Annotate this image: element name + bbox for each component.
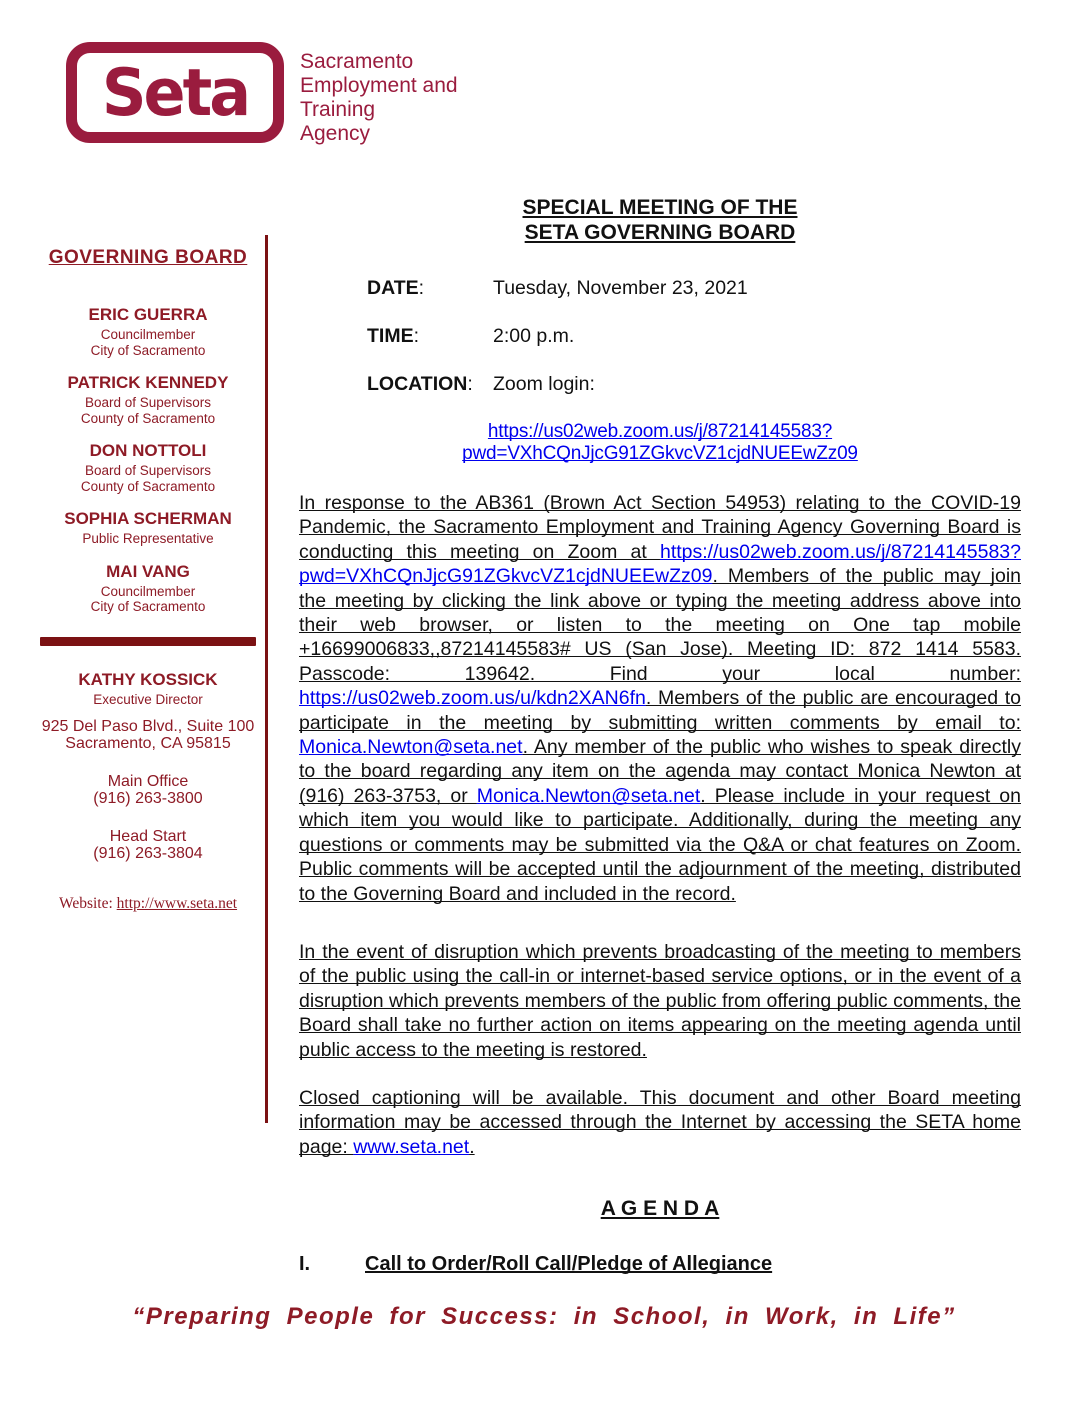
inline-link[interactable]: https://us02web.zoom.us/j/87214145583?pwd=VXhCQnJjcG91ZGkvcVZ1cjdNUEEwZz09 — [299, 540, 1021, 588]
member-name: MAI VANG — [106, 561, 190, 581]
vertical-rule — [265, 235, 268, 1123]
board-member — [40, 441, 256, 494]
address-line: 925 Del Paso Blvd., Suite 100 — [41, 717, 255, 735]
seta-logo — [66, 42, 284, 143]
document-title-line2: SETA GOVERNING BOARD — [524, 221, 796, 244]
text-run: In the event of disruption which prevents broadcasting of the meeting to members of the public using the call-in or internet-based service options, or in the event of a disruption which prevents members of the public from offering public comments, the Board shall take no further action on items appearing on the meeting agenda until public access to the meeting is restored. — [299, 940, 1021, 1061]
contact-phone: (916) 263-3804 — [93, 845, 203, 862]
notice-paragraph-zoom-participation — [299, 491, 1021, 906]
document-title — [299, 195, 1021, 245]
inline-link[interactable]: Monica.Newton@seta.net — [476, 784, 701, 807]
location-row — [299, 373, 1021, 396]
agenda-item-title: Call to Order/Roll Call/Pledge of Allegiance — [365, 1253, 773, 1276]
label-colon: : — [413, 325, 420, 347]
document-title-line1: SPECIAL MEETING OF THE — [522, 196, 798, 219]
date-value: Tuesday, November 23, 2021 — [493, 277, 748, 299]
website-link[interactable]: http://www.seta.net — [116, 894, 238, 912]
director-name: KATHY KOSSICK — [78, 669, 218, 689]
time-value: 2:00 p.m. — [493, 325, 575, 347]
org-name-line: Training — [300, 98, 376, 121]
board-member — [40, 305, 256, 358]
contact-label: Main Office — [107, 772, 189, 790]
time-label: TIME — [367, 325, 414, 347]
agenda-item-1 — [299, 1253, 1021, 1276]
member-role: Board of Supervisors — [84, 463, 212, 478]
org-name — [300, 50, 458, 146]
board-member — [40, 562, 256, 615]
label-colon: : — [467, 373, 473, 395]
contact-main-office — [40, 773, 256, 808]
motto-footer: “Preparing People for Success: in School, in Work, in Life” — [132, 1303, 956, 1330]
location-value: Zoom login: — [493, 373, 595, 395]
sidebar-heading: GOVERNING BOARD — [48, 247, 248, 268]
meeting-info — [299, 277, 1021, 396]
member-role: County of Sacramento — [80, 478, 216, 494]
board-member — [40, 509, 256, 547]
member-name: SOPHIA SCHERMAN — [64, 509, 232, 528]
address-line: Sacramento, CA 95815 — [65, 735, 231, 752]
website-line — [40, 895, 256, 913]
zoom-login-link[interactable]: https://us02web.zoom.us/j/87214145583?pwd=VXhCQnJjcG91ZGkvcVZ1cjdNUEEwZz09 — [462, 421, 858, 464]
seta-logo-word: Seta — [101, 53, 249, 131]
agenda-heading: A G E N D A — [600, 1197, 720, 1221]
office-address — [40, 718, 256, 753]
org-name-line: Agency — [300, 122, 371, 145]
inline-link[interactable]: www.seta.net — [353, 1135, 470, 1158]
org-name-line: Employment and — [300, 74, 458, 97]
member-role: City of Sacramento — [90, 599, 206, 614]
member-name: DON NOTTOLI — [89, 441, 207, 460]
agenda-item-number: I. — [299, 1253, 311, 1276]
date-row — [299, 277, 1021, 300]
contact-phone: (916) 263-3800 — [93, 790, 203, 807]
member-name: PATRICK KENNEDY — [67, 373, 229, 392]
zoom-login-link-line — [299, 421, 1021, 465]
text-run: . — [469, 1135, 475, 1158]
label-colon: : — [418, 277, 425, 299]
text-run: . Any member of the public who wishes to speak directly to the board regarding any item on the agenda may contact Monica Newton at (916) 263-3753, or — [299, 736, 1021, 807]
member-role: County of Sacramento — [80, 410, 216, 426]
member-role: Councilmember — [100, 583, 196, 599]
board-member — [40, 373, 256, 426]
main-content — [299, 195, 1021, 1276]
text-run: . Please include in your request on which item you would like to participate. Additionally, during the meeting any questions or comments may be submitted via the Q&A or chat features on Zoom. Public comments will be accepted until the adjournment of the meeting, distributed to the Governing Board and included in the record. — [299, 784, 1021, 905]
contact-head-start — [40, 828, 256, 863]
notice-paragraph-captioning — [299, 1086, 1021, 1159]
text-run: . Members of the public are encouraged to participate in the meeting by submitting written comments by email to: — [299, 687, 1021, 734]
member-role: Board of Supervisors — [84, 395, 212, 410]
governing-board-sidebar — [40, 247, 256, 913]
time-row — [299, 325, 1021, 348]
text-run: In response to the AB361 (Brown Act Section 54953) relating to the COVID-19 Pandemic, the Sacramento Employment and Training Agency Governing Board is conducting this meeting on Zoom at — [299, 492, 1021, 563]
text-run: Closed captioning will be available. This document and other Board meeting information may be accessed through the Internet by accessing the SETA home page: — [299, 1086, 1021, 1158]
sidebar-divider — [40, 637, 256, 646]
director-title: Executive Director — [93, 691, 203, 707]
contact-label: Head Start — [109, 827, 187, 845]
inline-link[interactable]: https://us02web.zoom.us/u/kdn2XAN6fn — [299, 687, 646, 710]
date-label: DATE — [367, 277, 419, 299]
member-role: Councilmember — [100, 327, 196, 342]
notice-paragraph-disruption — [299, 940, 1021, 1062]
member-role: Public Representative — [82, 531, 214, 546]
website-label: Website: — [58, 894, 113, 912]
text-run: . Members of the public may join the meeting by clicking the link above or typing the meeting address above into their web browser, or listen to the meeting on One tap mobile +16699006833,,87214145583# US (San Jose). Meeting ID: 872 1414 5583. Passcode: 139642. Find your local number: — [299, 565, 1021, 685]
member-name: ERIC GUERRA — [88, 305, 208, 324]
member-role: City of Sacramento — [90, 342, 206, 358]
location-label: LOCATION — [367, 373, 468, 395]
org-name-line: Sacramento — [300, 50, 414, 73]
inline-link[interactable]: Monica.Newton@seta.net — [299, 736, 523, 759]
